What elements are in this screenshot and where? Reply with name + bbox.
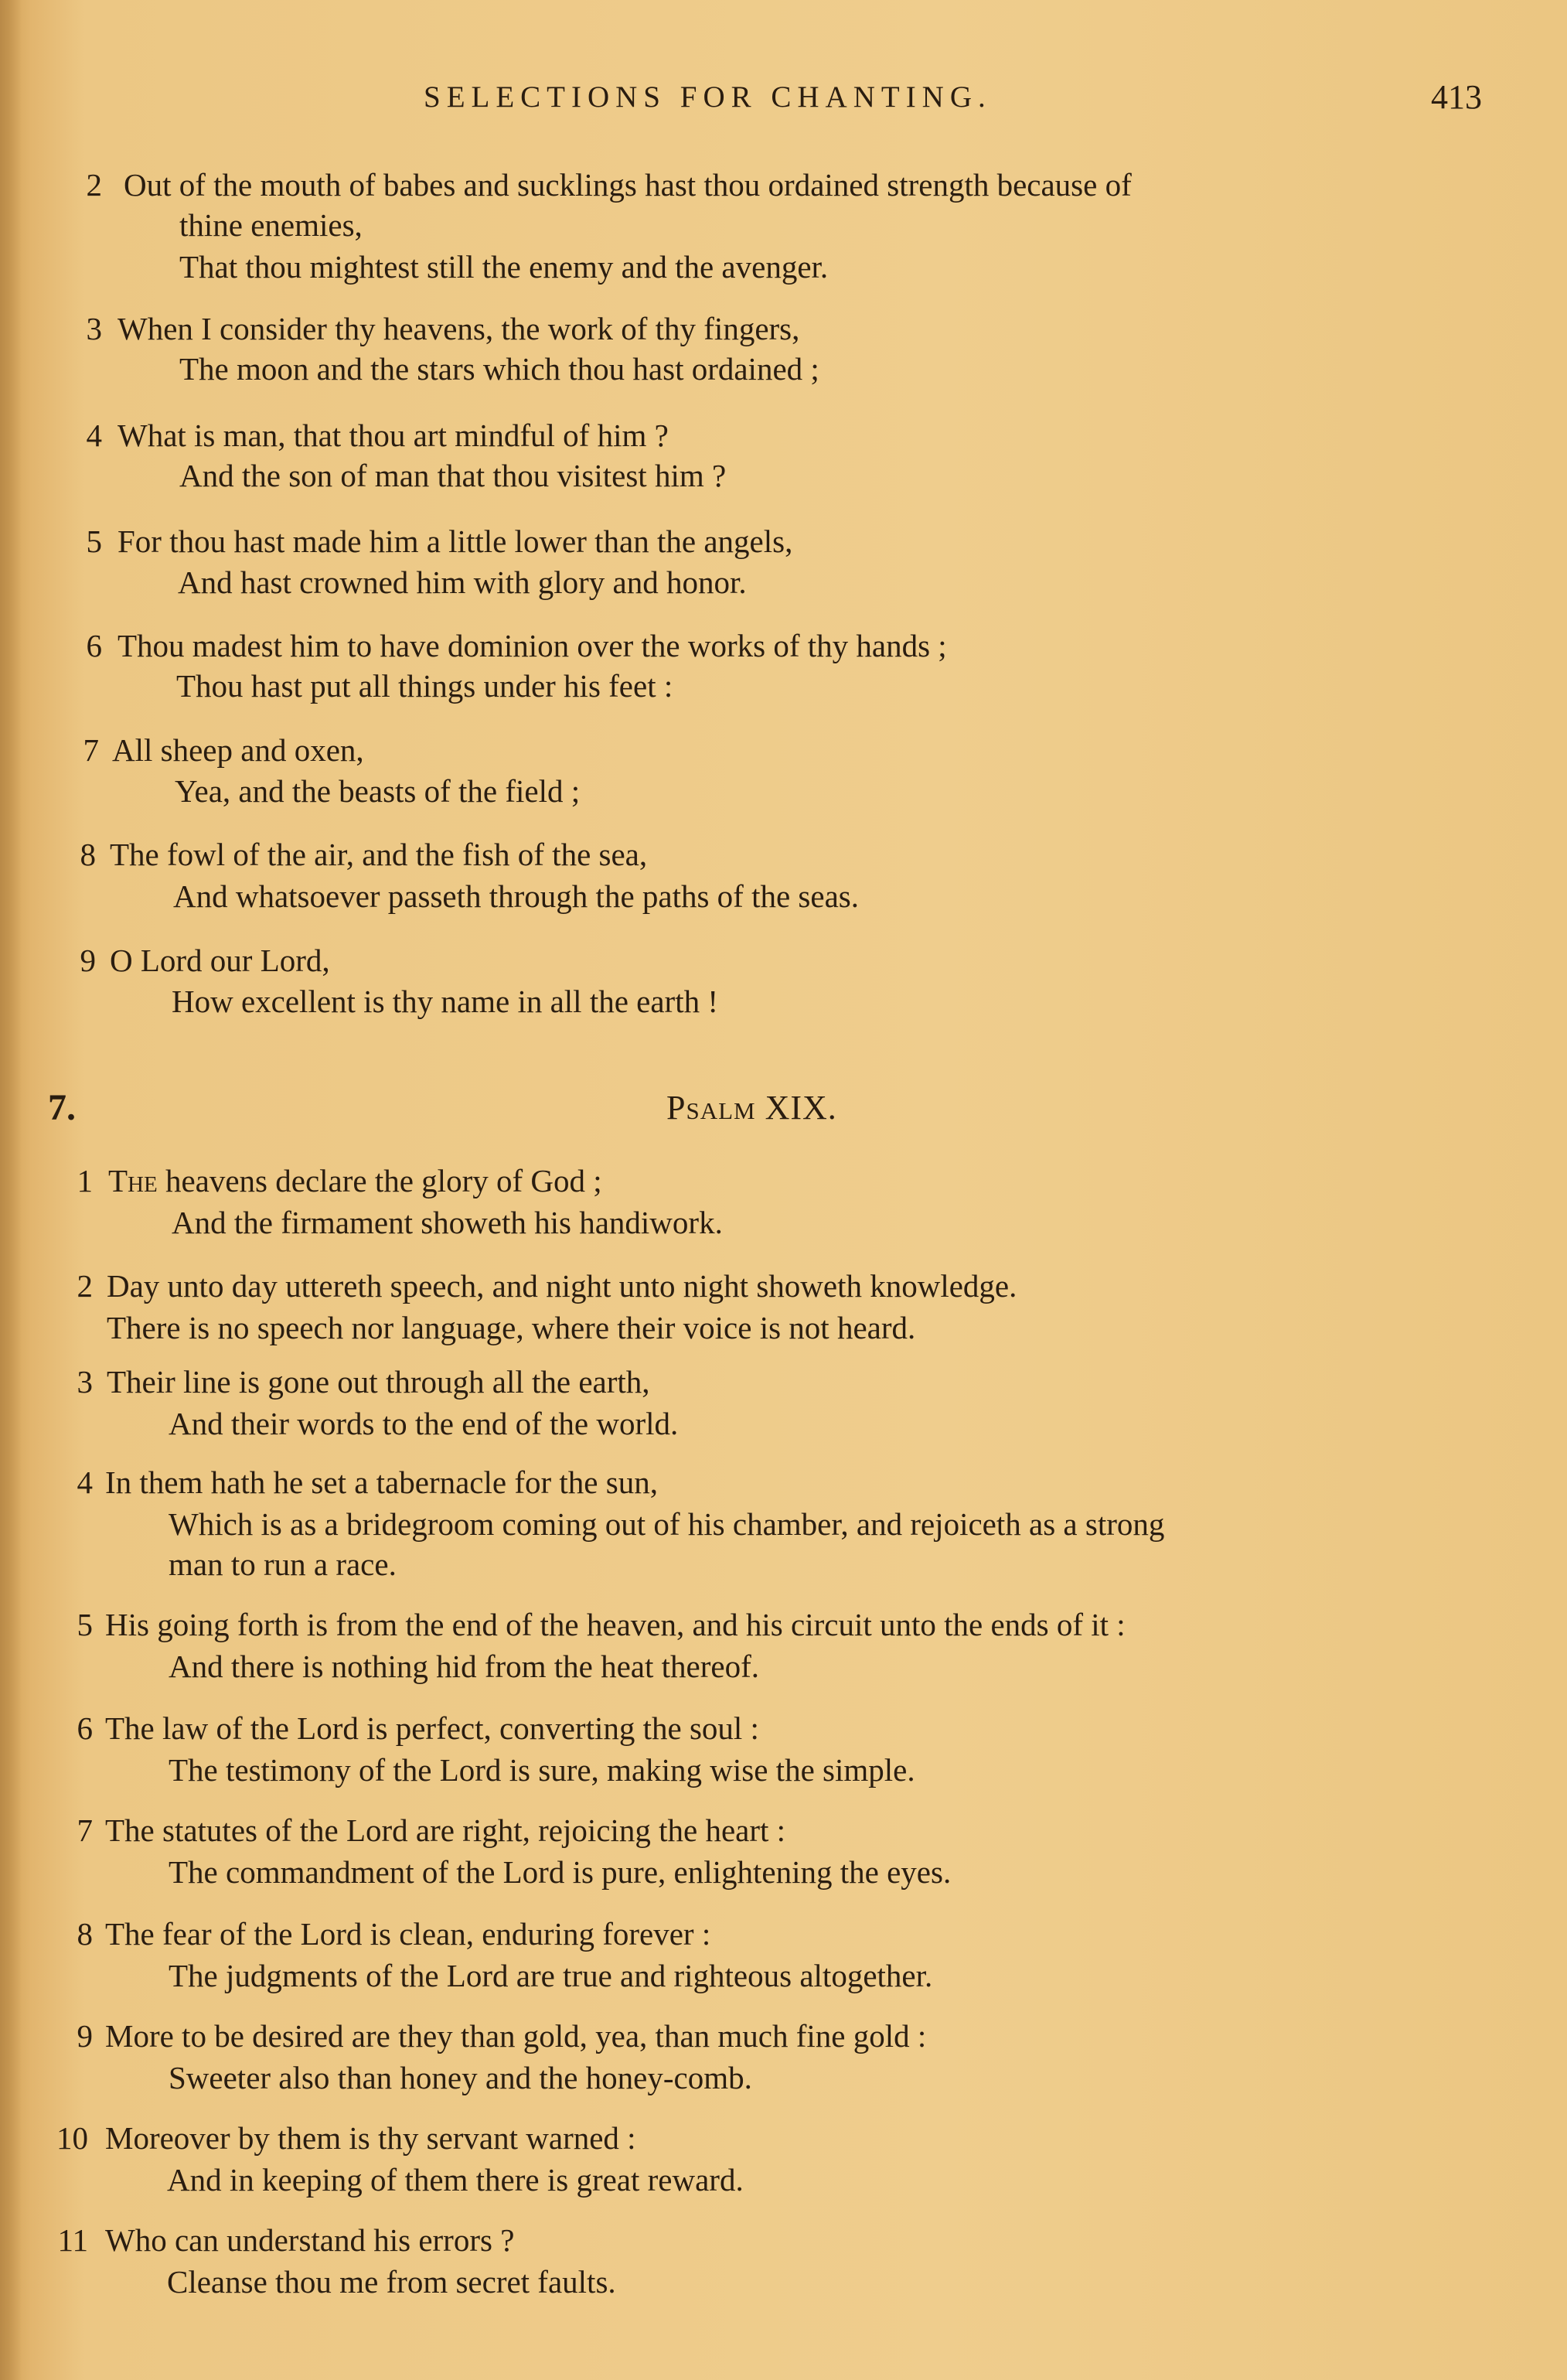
verse-line: Thou madest him to have dominion over the works of thy hands ; — [118, 628, 947, 663]
verse-line: Sweeter also than honey and the honey-comb. — [169, 2060, 752, 2095]
verse-number: 11 — [57, 2222, 88, 2258]
verse-line: In them hath he set a tabernacle for the sun, — [105, 1464, 658, 1500]
verse-line: And whatsoever passeth through the paths of the seas. — [173, 878, 859, 914]
verse-line: When I consider thy heavens, the work of thy fingers, — [118, 311, 800, 346]
verse-line: man to run a race. — [169, 1546, 397, 1582]
verse-line: Day unto day uttereth speech, and night unto night showeth knowledge. — [107, 1268, 1017, 1304]
verse-number: 4 — [86, 418, 102, 453]
verse-line: And the son of man that thou visitest him ? — [179, 458, 727, 493]
verse-first-word: The — [108, 1163, 158, 1199]
verse-line: And the firmament showeth his handiwork. — [172, 1205, 723, 1240]
verse-line: Which is as a bridegroom coming out of his chamber, and rejoiceth as a strong — [169, 1506, 1165, 1542]
verse-line — [108, 1160, 602, 1202]
verse-number: 10 — [56, 2120, 88, 2156]
verse-number: 8 — [77, 1916, 93, 1952]
verse-line: The fear of the Lord is clean, enduring forever : — [105, 1916, 711, 1952]
verse-number: 3 — [86, 311, 102, 346]
verse-line: Their line is gone out through all the earth, — [107, 1364, 650, 1400]
verse-line: O Lord our Lord, — [110, 943, 330, 978]
verse-line: Thou hast put all things under his feet : — [176, 668, 673, 704]
verse-line: The statutes of the Lord are right, rejoicing the heart : — [105, 1812, 786, 1848]
section-title: Psalm XIX. — [666, 1089, 837, 1127]
verse-line: There is no speech nor language, where their voice is not heard. — [107, 1310, 916, 1345]
page-edge-shadow — [0, 0, 22, 2380]
verse-line: The testimony of the Lord is sure, making wise the simple. — [169, 1752, 915, 1788]
verse-number: 1 — [77, 1163, 93, 1199]
verse-number: 4 — [77, 1464, 93, 1500]
verse-number: 9 — [77, 2018, 93, 2054]
section-number: 7. — [48, 1087, 76, 1128]
verse-line: And their words to the end of the world. — [169, 1406, 679, 1441]
verse-line: And hast crowned him with glory and honor. — [178, 564, 747, 600]
verse-number: 6 — [77, 1710, 93, 1746]
verse-number: 7 — [83, 732, 99, 768]
verse-line: More to be desired are they than gold, yea, than much fine gold : — [105, 2018, 927, 2054]
verse-line: All sheep and oxen, — [112, 732, 364, 768]
verse-line: The moon and the stars which thou hast ordained ; — [179, 351, 819, 387]
page-number: 413 — [1431, 78, 1482, 116]
verse-line: Out of the mouth of babes and sucklings hast thou ordained strength because of — [124, 167, 1132, 203]
verse-line: thine enemies, — [179, 207, 363, 243]
verse-number: 7 — [77, 1812, 93, 1848]
running-head: SELECTIONS FOR CHANTING. — [424, 80, 992, 114]
verse-line: And in keeping of them there is great reward. — [167, 2162, 744, 2198]
verse-number: 2 — [77, 1268, 93, 1304]
verse-line: His going forth is from the end of the heaven, and his circuit unto the ends of it : — [105, 1607, 1126, 1642]
verse-line: How excellent is thy name in all the earth ! — [172, 984, 719, 1019]
verse-line: Cleanse thou me from secret faults. — [167, 2264, 616, 2300]
page-header — [0, 74, 1567, 121]
verse-line: And there is nothing hid from the heat thereof. — [169, 1649, 759, 1684]
verse-number: 2 — [86, 167, 102, 203]
verse-number: 3 — [77, 1364, 93, 1400]
verse-line: The fowl of the air, and the fish of the sea, — [110, 837, 648, 872]
verse-line: The law of the Lord is perfect, converting the soul : — [105, 1710, 759, 1746]
verse-line: That thou mightest still the enemy and the avenger. — [179, 249, 829, 285]
verse-line: The commandment of the Lord is pure, enlightening the eyes. — [169, 1854, 952, 1890]
verse-line: The judgments of the Lord are true and righteous altogether. — [169, 1958, 933, 1993]
verse-line: For thou hast made him a little lower than the angels, — [118, 523, 793, 559]
verse-number: 6 — [86, 628, 102, 663]
verse-line: Who can understand his errors ? — [105, 2222, 515, 2258]
verse-line: Yea, and the beasts of the field ; — [175, 773, 581, 809]
verse-line: Moreover by them is thy servant warned : — [105, 2120, 636, 2156]
verse-line-rest: heavens declare the glory of God ; — [157, 1163, 602, 1199]
verse-number: 8 — [80, 837, 96, 872]
verse-line: What is man, that thou art mindful of him ? — [118, 418, 669, 453]
verse-number: 5 — [77, 1607, 93, 1642]
verse-number: 9 — [80, 943, 96, 978]
verse-number: 5 — [86, 523, 102, 559]
